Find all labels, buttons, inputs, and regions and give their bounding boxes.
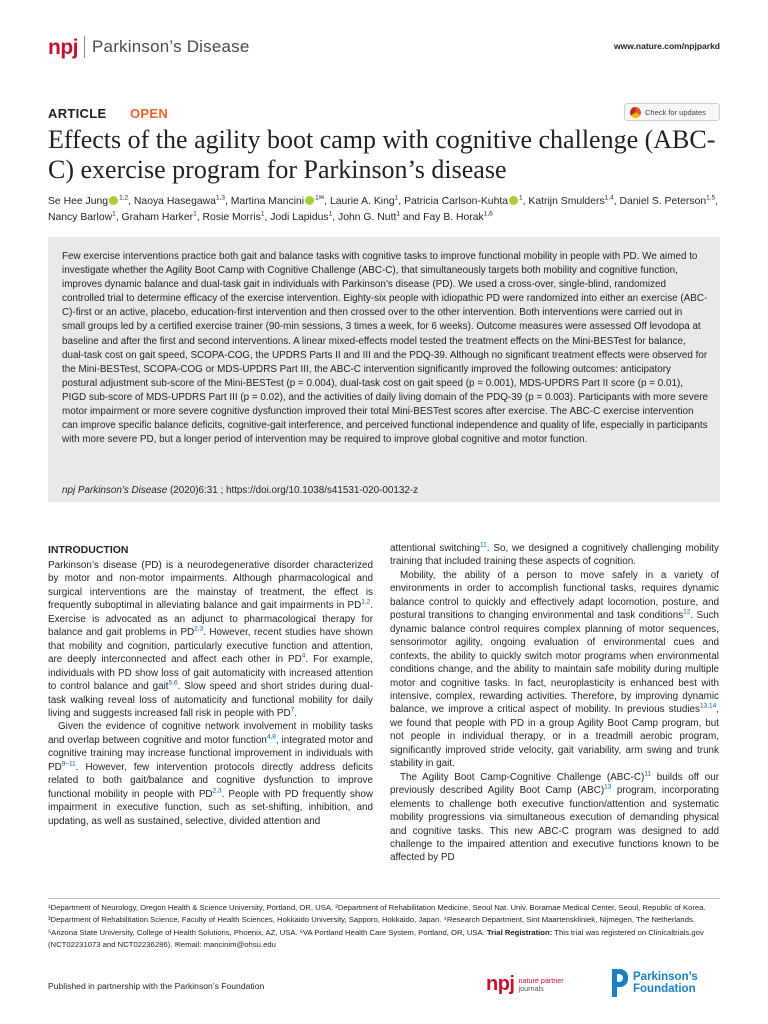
author-affiliation: 1,3	[215, 194, 225, 202]
npj-partner-journals-logo[interactable]	[486, 973, 564, 996]
check-for-updates-button[interactable]	[624, 103, 720, 121]
reference-citation[interactable]: 4,8	[266, 733, 276, 741]
paragraph-text: . However, recent studies have shown that mobility and cognition, particularly executive function and attention, are deeply interconnected and affect each other in PD	[48, 627, 373, 666]
author-name[interactable]: Nancy Barlow	[48, 211, 113, 223]
npj-small-logo: npj	[486, 973, 515, 995]
author-name[interactable]: Laurie A. King	[329, 196, 395, 207]
reference-citation[interactable]: 13,14	[699, 703, 717, 711]
trial-registration-text: This trial was registered on Clinicaltrials.gov (NCT02231073 and NCT02236286). ✉email: mancinim@ohsu.edu	[48, 927, 704, 949]
orcid-icon[interactable]	[305, 196, 314, 205]
reference-citation[interactable]: 11	[480, 541, 487, 549]
publication-partnership-note: Published in partnership with the Parkinson’s Foundation	[48, 981, 265, 991]
author-affiliation: 1	[193, 210, 197, 218]
body-column-right	[390, 542, 719, 865]
body-paragraph	[390, 569, 719, 771]
journal-name[interactable]: Parkinson’s Disease	[92, 37, 250, 56]
paragraph-text: . Slow speed and short strides during dual-task walking reveal loss of automaticity and functional mobility for daily living and suggests increased fall risk in people with PD	[48, 681, 373, 719]
parkinsons-foundation-mark-icon	[612, 969, 628, 997]
pf-line-2: Foundation	[633, 983, 696, 995]
reference-citation[interactable]: 7	[290, 706, 295, 714]
paragraph-text: builds off our previously described Agility Boot Camp (ABC)	[390, 771, 719, 797]
author-affiliation: 1	[519, 194, 523, 202]
journal-url[interactable]: www.nature.com/npjparkd	[614, 41, 720, 51]
citation-journal: npj Parkinson’s Disease	[62, 485, 168, 496]
trial-registration-label: Trial Registration:	[486, 927, 553, 937]
paragraph-text: . People with PD frequently show impairment in executive function, such as set-shifting, inhibition, and updating, as well as sustained, selective, divided attention and	[48, 788, 373, 827]
body-paragraph	[48, 559, 373, 720]
body-paragraph	[390, 542, 719, 569]
author-name[interactable]: Naoya Hasegawa	[133, 196, 216, 207]
author-name[interactable]: John G. Nutt	[338, 211, 397, 223]
section-heading-introduction: INTRODUCTION	[48, 544, 129, 556]
citation-doi[interactable]: (2020)6:31 ; https://doi.org/10.1038/s41531-020-00132-z	[167, 485, 419, 496]
affiliations-text: ¹Department of Neurology, Oregon Health & Science University, Portland, OR, USA. ²Department of Rehabilitation Medicine, Seoul Nat. Univ. Boramae Medical Center, Seoul, Republic of Korea. ³Department of Rehabilitation Science, Faculty of Health Sciences, Hokkaido University, Sapporo, Hokkaido, Japan. ⁴Research Department, Sint Maartenskliniek, Nijmegen, The Netherlands. ⁵Arizona State University, College of Health Solutions, Phoenix, AZ, USA. ⁶VA Portland Health Care System, Portland, OR, USA.	[48, 903, 706, 937]
paragraph-text: .	[294, 707, 297, 719]
parkinsons-foundation-logo[interactable]	[612, 969, 698, 997]
author-name[interactable]: Martina Mancini	[230, 196, 305, 207]
paragraph-text: attentional switching	[390, 543, 481, 554]
pf-line-1: Parkinson’s	[633, 970, 698, 983]
body-paragraph	[48, 720, 373, 828]
parkinsons-foundation-text	[633, 971, 698, 996]
abstract-text: Few exercise interventions practice both gait and balance tasks with cognitive tasks to improve functional mobility in people with PD. We aimed to investigate whether the Agility Boot Camp with Cognitive Challenge (ABC-C), that simultaneously targets both mobility and cognitive function, improves dynamic balance and dual-task gait in individuals with Parkinson’s disease (PD). We used a cross-over, single-blind, randomized controlled trial to determine efficacy of the exercise intervention. Eighty-six people with idiopathic PD were randomized into either an exercise (ABC-C)-first or an active, placebo, education-first intervention and then crossed over to the other intervention. Both interventions were carried out in small groups led by a certified exercise trainer (90-min sessions, 3 times a week, for 6 weeks). Outcome measures were assessed Off levodopa at baseline and after the first and second interventions. A linear mixed-effects model tested the treatment effects on the Mini-BESTest for balance, dual-task cost on gait speed, SCOPA-COG, the UPDRS Parts II and III and the PDQ-39. Although no significant treatment effects were observed for the Mini-BESTest, SCOPA-COG or MDS-UPDRS Part III, the ABC-C intervention significantly improved the following outcomes: anticipatory postural adjustment sub-score of the Mini-BESTest (p = 0.004), dual-task cost on gait speed (p = 0.001), MDS-UPDRS Part II score (p = 0.01), PIGD sub-score of MDS-UPDRS Part III (p = 0.02), and the activities of daily living domain of the PDQ-39 (p = 0.003). Participants with more severe motor impairment or more severe cognitive dysfunction improved their total Mini-BESTest scores after exercise. The ABC-C exercise intervention can improve specific balance deficits, cognitive-gait interference, and perceived functional independence and quality of life, especially in participants with more severe PD, but a longer period of intervention may be required to improve global cognitive and motor function.	[62, 251, 708, 446]
orcid-icon[interactable]	[509, 196, 518, 205]
check-for-updates-label: Check for updates	[645, 107, 706, 117]
masthead-divider	[84, 36, 85, 58]
reference-citation[interactable]: 11	[644, 770, 651, 778]
crossmark-icon	[630, 107, 641, 118]
paragraph-text: Given the evidence of cognitive network involvement in mobility tasks and overlap between cognitive and motor function	[48, 721, 373, 746]
paragraph-text: Parkinson’s disease (PD) is a neurodegenerative disorder characterized by motor and non-motor impairments. Although pharmacological and surgical interventions are the mainstay of treatment, the effect is frequently suboptimal in alleviating balance and gait impairments in PD	[48, 560, 373, 612]
paragraph-text: . Such dynamic balance control requires complex planning of motor sequences, sensorimotor agility, ongoing evaluation of environmental cues and contexts, the ability to quickly switch motor programs when environmental conditions change, and the ability to maintain safe mobility during multiple motor and cognitive tasks. In fact, neuroplasticity is enhanced best with intensive, complex, rewarding activities. Therefore, by improving dynamic balance, we improve a critical aspect of mobility. In previous studies	[390, 610, 719, 716]
open-access-label: OPEN	[130, 106, 169, 121]
author-affiliation: 1	[394, 194, 399, 202]
author-name[interactable]: Daniel S. Peterson	[619, 196, 707, 207]
author-name[interactable]: Fay B. Horak	[423, 211, 484, 223]
footnote-divider	[48, 898, 720, 899]
paragraph-text: The Agility Boot Camp-Cognitive Challenge (ABC-C)	[400, 771, 645, 783]
author-affiliation: 1,6	[483, 210, 493, 218]
paragraph-text: program, incorporating elements to challenge both executive function/attention and systematic mobility progressions via simultaneous execution of demanding physical and cognitive tasks. This new ABC-C program was designed to add challenge to the impaired attention and executive functions known to be affected by PD	[390, 785, 720, 864]
paragraph-text: . However, few intervention protocols directly address deficits related to both gait/balance and cognitive dysfunction to improve functional mobility in people with PD	[48, 761, 373, 800]
partner-line-2: journals	[518, 983, 544, 993]
reference-citation[interactable]: 1,2	[361, 599, 371, 607]
reference-citation[interactable]: 12	[683, 608, 691, 616]
body-paragraph	[390, 771, 719, 865]
author-affiliation: 1	[260, 210, 265, 218]
article-type-label: ARTICLE	[48, 106, 107, 121]
author-name[interactable]: Rosie Morris	[202, 211, 261, 223]
citation-line	[62, 484, 708, 497]
author-affiliation: 1	[112, 210, 116, 218]
author-affiliation: 1	[328, 210, 333, 218]
npj-logo[interactable]: npj	[48, 35, 78, 59]
author-list: Se Hee Jung $^{1,2}$, Naoya Hasegawa$^{1,3}$, Martina Mancini $^{1✉}$, Laurie A. King$^1$, Patricia Carlson-Kuhta $^1$, Katrijn Smulders$^{1,4}$, Daniel S. Peterson$^{1,5}$, Nancy Barlow$^1$, Graham Harker$^1$, Rosie Morris$^1$, Jodi Lapidus$^1$, John G. Nutt$^1$ and Fay B. Horak$^{1,6}$	[48, 194, 719, 223]
body-column-left	[48, 559, 373, 828]
author-name[interactable]: Katrijn Smulders	[528, 196, 605, 207]
reference-citation[interactable]: 4	[301, 652, 306, 660]
author-affiliation: 1,2	[119, 194, 129, 202]
author-name[interactable]: Graham Harker	[121, 211, 194, 223]
paragraph-text: . Exercise is advocated as an adjunct to pharmacological therapy for balance and gait problems in PD	[48, 600, 373, 639]
paragraph-text: Mobility, the ability of a person to move safely in a variety of environments in order to accomplish functional tasks, requires dynamic balance control to quickly and effectively adapt locomotion, posture, and postural transitions to changing environmental and task conditions	[390, 569, 719, 622]
author-name[interactable]: Se Hee Jung	[48, 196, 109, 207]
reference-citation[interactable]: 9–11	[61, 760, 76, 768]
article-title: Effects of the agility boot camp with cognitive challenge (ABC-C) exercise program for Parkinson’s disease	[48, 125, 716, 184]
paragraph-text: . For example, individuals with PD show loss of gait automaticity with increased attention to control balance and gait	[48, 654, 373, 693]
reference-citation[interactable]: 13	[604, 783, 612, 791]
paragraph-text: , we found that people with PD in a group Agility Boot Camp program, but not people in individual therapy, or in a treadmill aerobic program, significantly improved stride velocity, gait variability, arm swing and trunk stability in gait.	[390, 704, 719, 770]
author-affiliation: 1	[396, 210, 400, 218]
paragraph-text: . So, we designed a cognitively challenging mobility training that included training these aspects of cognition.	[390, 543, 719, 568]
author-affiliation: 1,5	[706, 194, 716, 202]
partner-line-1: nature partner	[518, 975, 564, 985]
masthead	[48, 34, 250, 60]
orcid-icon[interactable]	[109, 196, 118, 205]
author-affiliation: 1✉	[315, 194, 325, 202]
paragraph-text: , integrated motor and cognitive training may increase functional improvement in individuals with PD	[48, 734, 373, 773]
reference-citation[interactable]: 5,6	[168, 679, 178, 687]
reference-citation[interactable]: 2,3	[194, 625, 204, 633]
author-affiliation: 1,4	[604, 194, 614, 202]
partner-journals-text	[519, 977, 564, 993]
affiliations-footnote	[48, 902, 720, 951]
author-name[interactable]: Jodi Lapidus	[270, 211, 329, 223]
author-name[interactable]: Patricia Carlson-Kuhta	[404, 196, 509, 207]
reference-citation[interactable]: 2,3	[212, 787, 222, 795]
